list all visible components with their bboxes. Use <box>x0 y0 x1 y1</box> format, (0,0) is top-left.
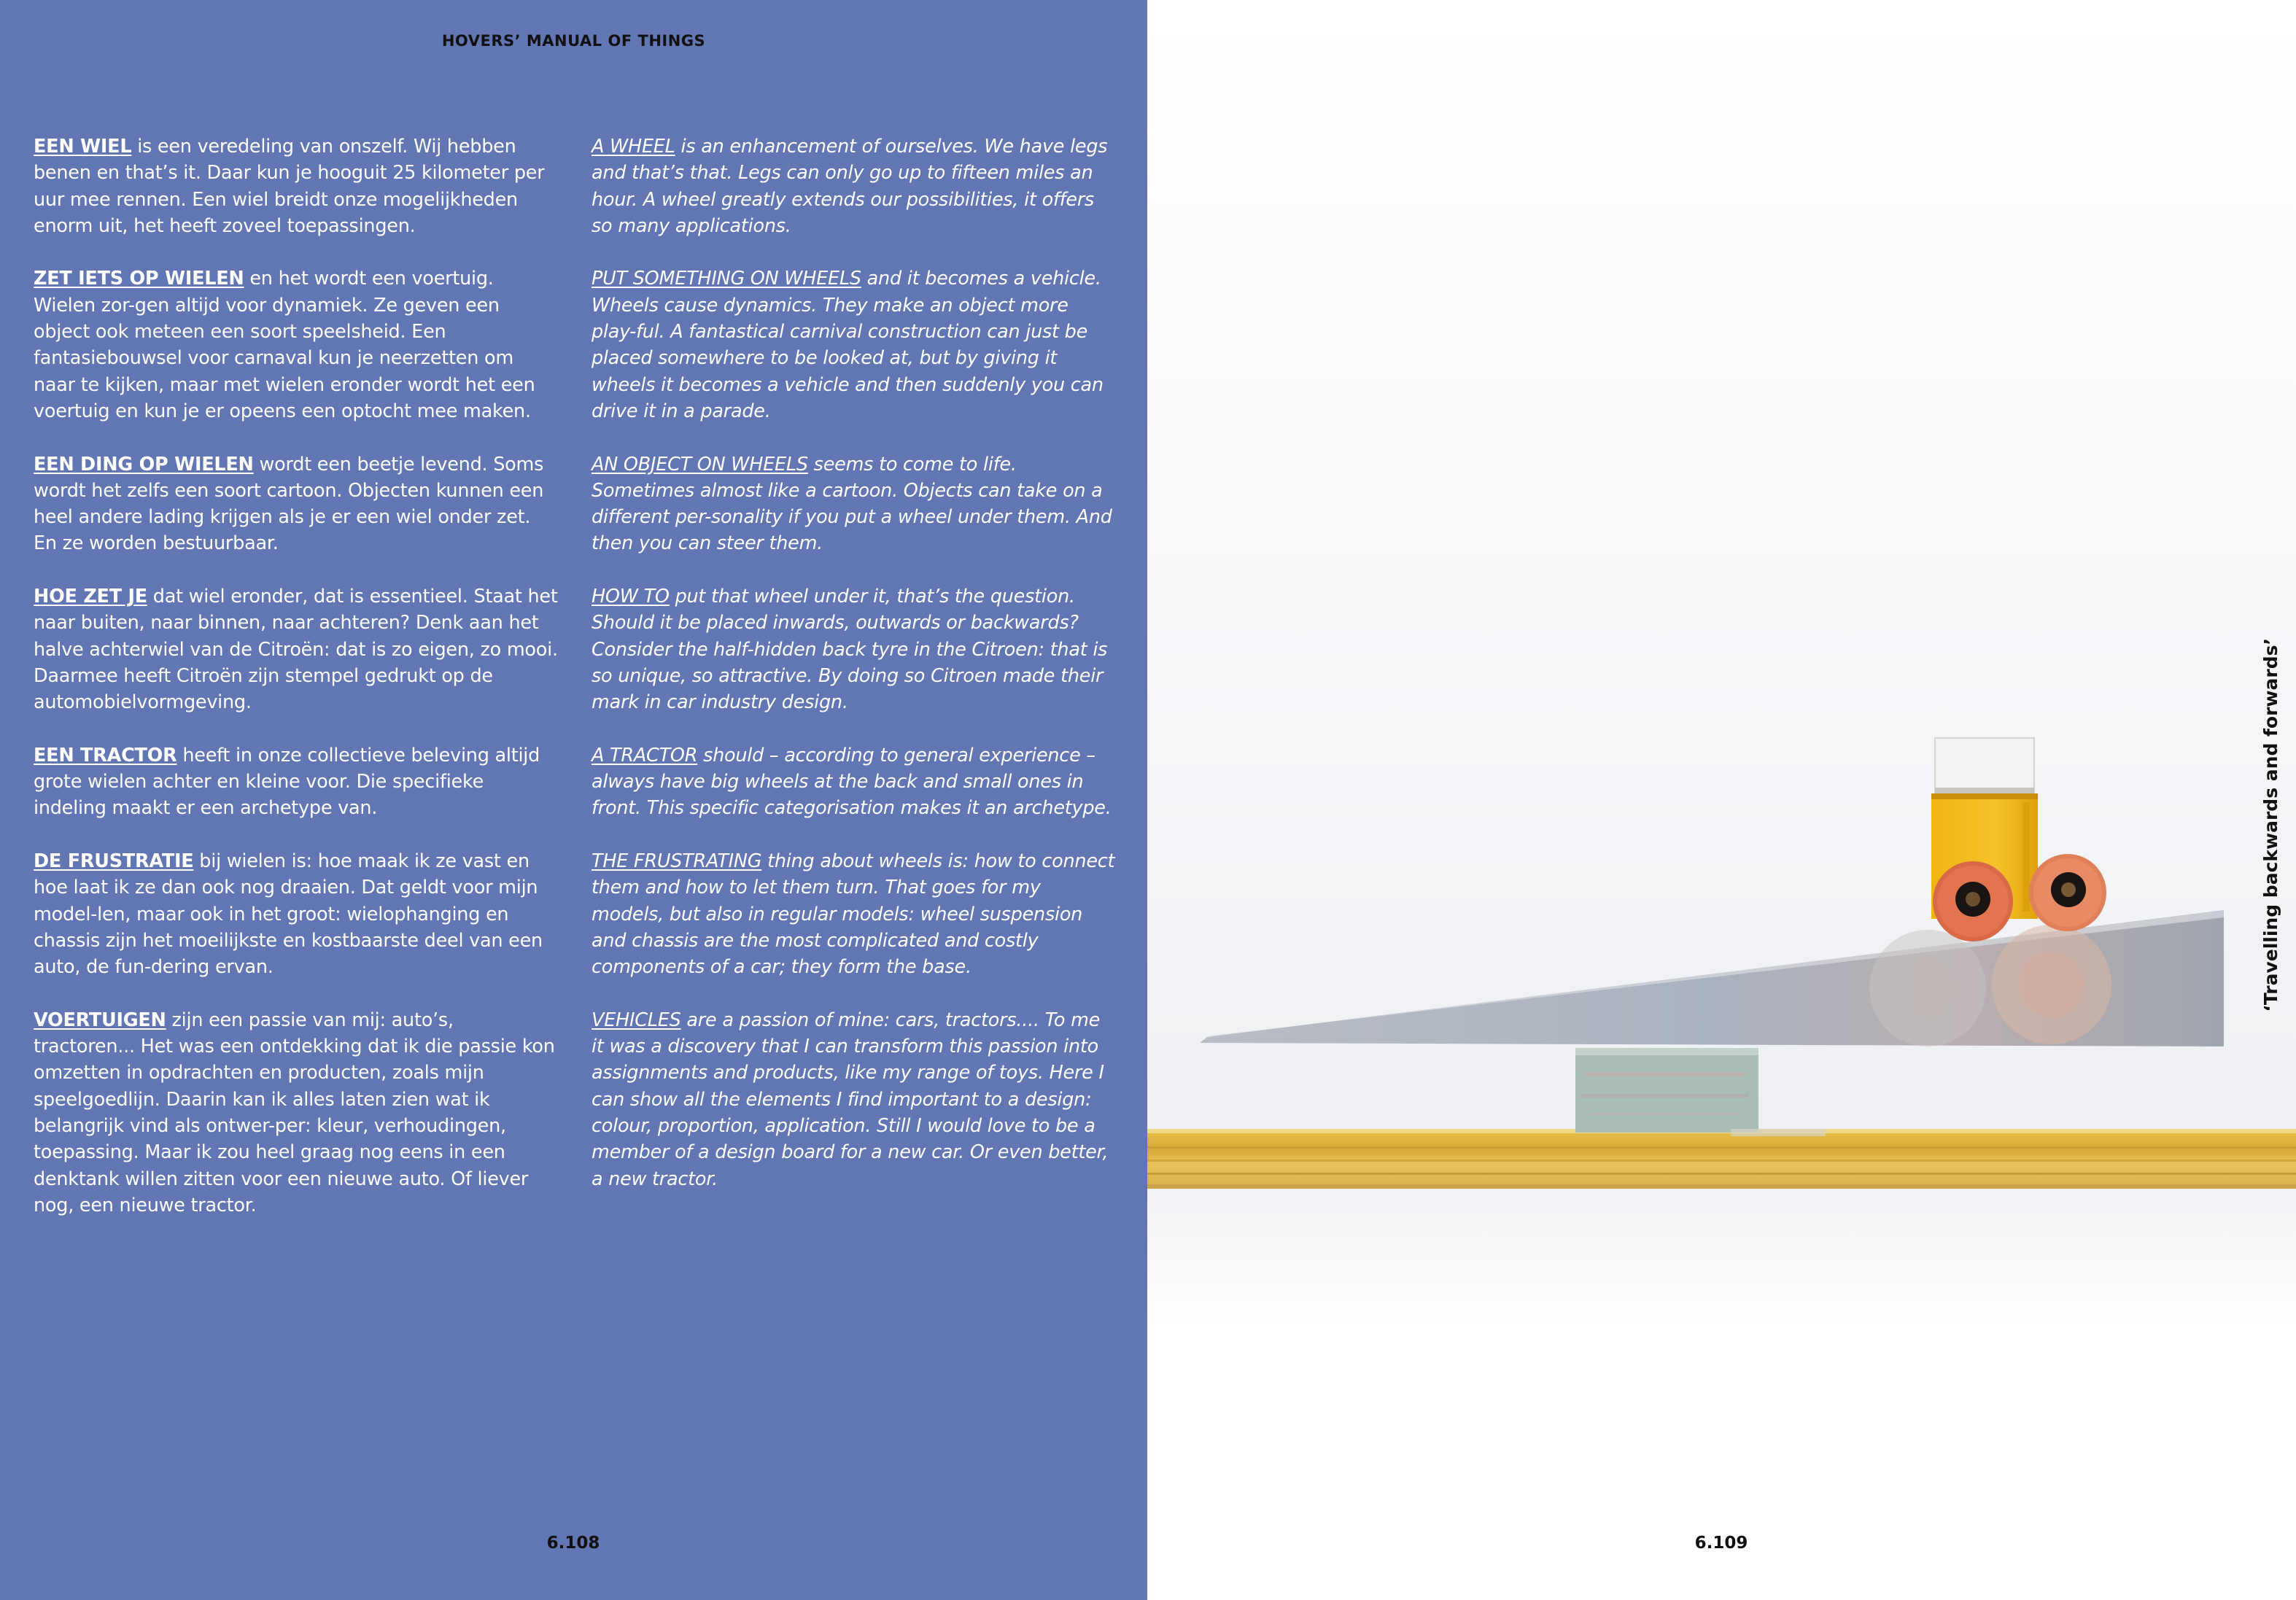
paragraph-body: is een veredeling van onszelf. Wij hebben benen en that’s it. Daar kun je hooguit 25 kilometer per uur mee rennen. Een wiel breidt onze mogelijkheden enorm uit, het heeft zoveel toepassingen. <box>34 136 545 237</box>
paragraph-lead: VOERTUIGEN <box>34 1009 166 1031</box>
paragraph-lead: EEN TRACTOR <box>34 744 177 766</box>
front-wheel <box>2029 854 2106 931</box>
dutch-paragraph <box>34 133 559 239</box>
dutch-paragraph <box>34 583 559 715</box>
plywood-board <box>1147 1129 2296 1189</box>
english-paragraph <box>592 583 1117 715</box>
paragraph-lead: THE FRUSTRATING <box>592 850 762 873</box>
toy-vehicle-photo <box>1147 0 2296 1329</box>
paragraph-lead: A TRACTOR <box>592 744 698 766</box>
paragraph-body: zijn een passie van mij: auto’s, tractoren... Het was een ontdekking dat ik die passie kon omzetten in opdrachten en producten, zoals mijn speelgoedlijn. Daarin kan ik alles laten zien wat ik belangrijk vind als ontwer-per: kleur, verhoudingen, toepassing. Maar ik zou heel graag nog eens in een denktank willen zitten voor een nieuwe auto. Of liever nog, een nieuwe tractor. <box>34 1009 555 1216</box>
dutch-paragraph <box>34 742 559 822</box>
page-number-left: 6.108 <box>546 1534 600 1553</box>
dutch-paragraph <box>34 451 559 557</box>
paragraph-body: thing about wheels is: how to connect them and how to let them turn. That goes for my models, but also in regular models: wheel suspension and chassis are the most complicated and costly components of a car; they form the base. <box>592 850 1115 979</box>
paragraph-lead: EEN WIEL <box>34 136 132 158</box>
paragraph-body: en het wordt een voertuig. Wielen zor-gen altijd voor dynamiek. Ze geven een object ook meteen een soort speelsheid. Een fantasiebouwsel voor carnaval kun je neerzetten om naar te kijken, maar met wielen eronder wordt het een voertuig en kun je er opeens een optocht mee maken. <box>34 268 535 422</box>
paragraph-body: should – according to general experience – always have big wheels at the back and small ones in front. This specific categorisation makes it an archetype. <box>592 744 1112 820</box>
english-paragraph <box>592 1007 1117 1192</box>
english-paragraph <box>592 451 1117 557</box>
paragraph-body: wordt een beetje levend. Soms wordt het zelfs een soort cartoon. Objecten kunnen een heel andere lading krijgen als je er een wiel onder zet. En ze worden bestuurbaar. <box>34 453 544 555</box>
english-paragraph <box>592 848 1117 980</box>
dutch-paragraph <box>34 265 559 424</box>
rear-wheel <box>1933 861 2013 941</box>
photo-caption: ‘Travelling backwards and forwards’ <box>2260 638 2281 1012</box>
english-text-column <box>592 133 1117 1219</box>
paragraph-lead: EEN DING OP WIELEN <box>34 453 254 475</box>
left-page <box>0 0 1147 1600</box>
paragraph-body: put that wheel under it, that’s the question. Should it be placed inwards, outwards or backwards? Consider the half-hidden back tyre in the Citroen: that is so unique, so attractive. By doing so Citroen made their mark in car industry design. <box>592 586 1108 714</box>
english-paragraph <box>592 265 1117 424</box>
paragraph-lead: HOE ZET JE <box>34 586 147 608</box>
page-number-right: 6.109 <box>1694 1534 1748 1553</box>
paragraph-lead: HOW TO <box>592 586 670 608</box>
english-paragraph <box>592 133 1117 239</box>
paragraph-lead: DE FRUSTRATIE <box>34 850 194 873</box>
paragraph-body: dat wiel eronder, dat is essentieel. Staat het naar buiten, naar binnen, naar achteren? Denk aan het halve achterwiel van de Citroën: dat is zo eigen, zo mooi. Daarmee heeft Citroën zijn stempel gedrukt op de automobielvormgeving. <box>34 586 558 714</box>
paragraph-lead: AN OBJECT ON WHEELS <box>592 453 808 475</box>
paragraph-body: is an enhancement of ourselves. We have legs and that’s that. Legs can only go up to fifteen miles an hour. A wheel greatly extends our possibilities, it offers so many applications. <box>592 136 1108 237</box>
paragraph-body: bij wielen is: hoe maak ik ze vast en hoe laat ik ze dan ook nog draaien. Dat geldt voor mijn model-len, maar ook in het groot: wielophanging en chassis zijn het moeilijkste en kostbaarste deel van een auto, de fun-dering ervan. <box>34 850 543 979</box>
paragraph-lead: PUT SOMETHING ON WHEELS <box>592 268 861 290</box>
dutch-paragraph <box>34 848 559 980</box>
paragraph-body: and it becomes a vehicle. Wheels cause dynamics. They make an object more play-ful. A fantastical carnival construction can just be placed somewhere to be looked at, but by giving it wheels it becomes a vehicle and then suddenly you can drive it in a parade. <box>592 268 1104 422</box>
paragraph-lead: VEHICLES <box>592 1009 681 1031</box>
paragraph-body: heeft in onze collectieve beleving altijd grote wielen achter en kleine voor. Die specifieke indeling maakt er een archetype van. <box>34 744 540 820</box>
dutch-paragraph <box>34 1007 559 1219</box>
dutch-text-column <box>34 133 559 1245</box>
paragraph-body: seems to come to life. Sometimes almost like a cartoon. Objects can take on a different per-sonality if you put a wheel under them. And then you can steer them. <box>592 453 1112 555</box>
paragraph-body: are a passion of mine: cars, tractors.... To me it was a discovery that I can transform this passion into assignments and products, like my range of toys. Here I can show all the elements I find important to a design: colour, proportion, application. Still I would love to be a member of a design board for a new car. Or even better, a new tractor. <box>592 1009 1109 1190</box>
paragraph-lead: ZET IETS OP WIELEN <box>34 268 244 290</box>
running-head-left: HOVERS’ MANUAL OF THINGS <box>441 32 706 50</box>
paragraph-lead: A WHEEL <box>592 136 675 158</box>
table-reflection <box>1147 1187 2296 1329</box>
english-paragraph <box>592 742 1117 822</box>
